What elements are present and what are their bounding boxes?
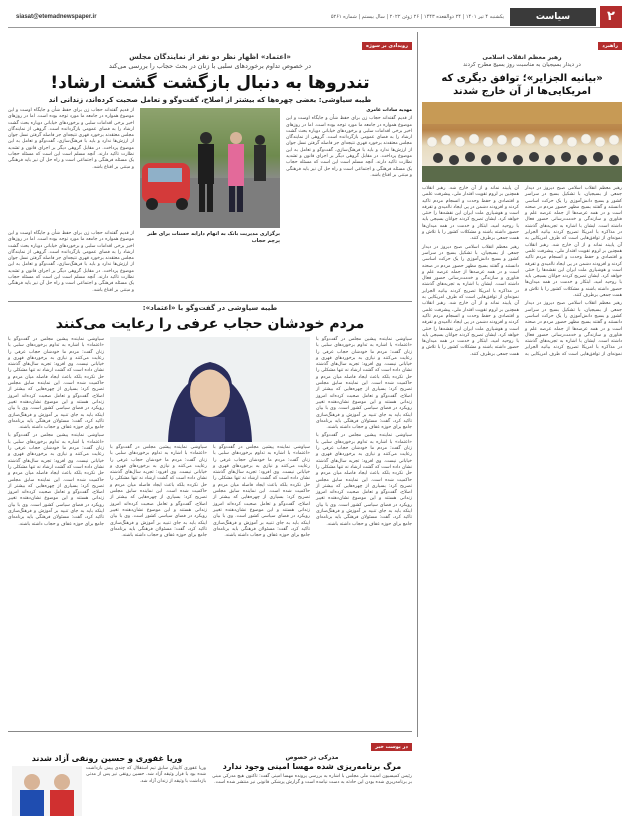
bottom-story-left (8, 754, 206, 816)
main-story-right-block (8, 108, 280, 293)
players-photo (12, 766, 82, 816)
bottom-left-body: وریا غفوری کاپیتان سابق تیم استقلال که چندی پیش بازداشت شده بود با قرار وثیقه آزاد شد. حسین رونقی نیز پس از مدتی بازداشت با وثیقه از زندان آزاد شد. (86, 766, 206, 784)
interview-paragraph-2b: سیاوشی نماینده پیشین مجلس در گفت‌وگو با «اعتماد» با اشاره به تداوم برخوردهای سلبی با زنان گفت: مردم ما خودشان حجاب عرفی را رعایت می‌کنند و نیازی به برخوردهای قهری و خیابانی نیست. وی افزود: تجربه سال‌های گذشته نشان داده است که گشت ارشاد نه تنها مشکلی را حل نکرده بلکه باعث ایجاد فاصله میان مردم و حاکمیت شده است. این نماینده سابق مجلس تصریح کرد: بسیاری از چهره‌هایی که بیشتر از اصلاح، گفت‌وگو و تعامل صحبت کرده‌اند امروز زندانی هستند و این موضوع نشان‌دهنده تغییر رویکرد در فضای سیاسی کشور است. وی با بیان اینکه باید به جای تنبیه بر آموزش و فرهنگ‌سازی تاکید کرد، گفت: مسئولان فرهنگی باید برنامه‌ای جامع برای حوزه عفاف و حجاب داشته باشند. (110, 445, 207, 539)
bottom-mid-kicker: مدرکی در خصوص (285, 754, 339, 761)
page-number: ۲ (600, 6, 622, 28)
crowd-illustration (422, 102, 622, 182)
page-header (8, 6, 622, 28)
street-scene (140, 108, 280, 228)
main-story-paragraph-c: از قدیم گفته‌اند حجاب زن برای حفظ شأن و جایگاه اوست و این موضوع همواره در جامعه ما مورد توجه بوده است. اما در روزهای اخیر برخی اقدامات سلبی و برخوردهای خیابانی دوباره بحث گشت ارشاد را به فضای عمومی بازگردانده است. گروهی از نمایندگان مجلس معتقدند برخورد قهری نتیجه‌ای جز فاصله گرفتن نسل جوان از ارزش‌ها ندارد و باید با فرهنگ‌سازی، گفت‌وگو و تعامل به این موضوع پرداخت. در مقابل گروهی دیگر بر اجرای قانون و تشدید نظارت تاکید دارند. آنچه مسلم است این است که مسئله حجاب یک مسئله فرهنگی و اجتماعی است و راه حل آن نیز باید فرهنگی و مبتنی بر اقناع باشد. (8, 231, 134, 293)
bottom-news-tag: در پوست خبر (371, 743, 412, 751)
right-story-headline: «بیانیه الجزایر»؛ توافق دیگری که امریکایی‌ها از آن خارج شدند (441, 73, 603, 97)
bottom-mid-body: رئیس کمیسیون امنیت ملی مجلس با اشاره به بررسی پرونده مهسا امینی گفت: تاکنون هیچ مدرکی مبنی بر برنامه‌ریزی شده بودن این حادثه به دست نیامده است و گزارش پزشکی قانونی نیز منتشر شده است. (212, 774, 412, 786)
main-story-text-b (8, 108, 134, 228)
divider-main-interview (8, 301, 412, 302)
interview-headline: مردم خودشان حجاب عرفی را رعایت می‌کنند (55, 316, 365, 332)
bottom-mid-headline: مرگ برنامه‌ریزی شده مهسا امینی وجود ندارد (222, 762, 402, 771)
interview-paragraph-3b: سیاوشی نماینده پیشین مجلس در گفت‌وگو با «اعتماد» با اشاره به تداوم برخوردهای سلبی با زنان گفت: مردم ما خودشان حجاب عرفی را رعایت می‌کنند و نیازی به برخوردهای قهری و خیابانی نیست. وی افزود: تجربه سال‌های گذشته نشان داده است که گشت ارشاد نه تنها مشکلی را حل نکرده بلکه باعث ایجاد فاصله میان مردم و حاکمیت شده است. این نماینده سابق مجلس تصریح کرد: بسیاری از چهره‌هایی که بیشتر از اصلاح، گفت‌وگو و تعامل صحبت کرده‌اند امروز زندانی هستند و این موضوع نشان‌دهنده تغییر رویکرد در فضای سیاسی کشور است. وی با بیان اینکه باید به جای تنبیه بر آموزش و فرهنگ‌سازی تاکید کرد، گفت: مسئولان فرهنگی باید برنامه‌ای جامع برای حوزه عفاف و حجاب داشته باشند. (8, 433, 104, 527)
section-label: سیاست (510, 8, 596, 26)
main-story (8, 32, 412, 300)
interview-paragraph-1b: سیاوشی نماینده پیشین مجلس در گفت‌وگو با «اعتماد» با اشاره به تداوم برخوردهای سلبی با زنان گفت: مردم ما خودشان حجاب عرفی را رعایت می‌کنند و نیازی به برخوردهای قهری و خیابانی نیست. وی افزود: تجربه سال‌های گذشته نشان داده است که گشت ارشاد نه تنها مشکلی را حل نکرده بلکه باعث ایجاد فاصله میان مردم و حاکمیت شده است. این نماینده سابق مجلس تصریح کرد: بسیاری از چهره‌هایی که بیشتر از اصلاح، گفت‌وگو و تعامل صحبت کرده‌اند امروز زندانی هستند و این موضوع نشان‌دهنده تغییر رویکرد در فضای سیاسی کشور است. وی با بیان اینکه باید به جای تنبیه بر آموزش و فرهنگ‌سازی تاکید کرد، گفت: مسئولان فرهنگی باید برنامه‌ای جامع برای حوزه عفاف و حجاب داشته باشند. (316, 433, 412, 527)
main-story-headline: تندروها به دنبال بازگشت گشت ارشاد! (50, 73, 370, 93)
bottom-story-mid (212, 754, 412, 816)
right-story-paragraph: رهبر معظم انقلاب اسلامی صبح دیروز در دیدار جمعی از بسیجیان، با تشکیل بسیج در سراسر کشور و بسیج دانش‌آموزی را یک حرکت اساسی دانستند و گفتند بسیج مظهر حضور مردم در صحنه است و در همه عرصه‌ها از جمله عرصه علم و فناوری و سازندگی و خدمت‌رسانی حضور فعال داشته است. ایشان با اشاره به تجربه‌های گذشته در مذاکره با امریکا تصریح کردند بیانیه الجزایر نمونه‌ای از توافق‌هایی است که طرف امریکایی به آن پایبند نماند و از آن خارج شد. رهبر انقلاب همچنین بر لزوم تقویت اقتدار ملی، پیشرفت علمی و اقتصادی و حفظ وحدت و انسجام مردم تاکید کردند و افزودند دشمن در پی ایجاد ناامیدی و تفرقه است و هوشیاری ملت ایران این نقشه‌ها را خنثی خواهد کرد. ایشان تصریح کردند جوانان بسیجی باید با روحیه امید، ابتکار و خدمت در همه میدان‌ها حضور داشته باشند و مشکلات کشور را با تلاش و همت جمعی برطرف کنند. (525, 186, 622, 299)
bottom-news (8, 733, 412, 815)
main-story-tag: رویدادی بر سوژه (362, 42, 412, 50)
interview-paragraph-3: سیاوشی نماینده پیشین مجلس در گفت‌وگو با «اعتماد» با اشاره به تداوم برخوردهای سلبی با زنان گفت: مردم ما خودشان حجاب عرفی را رعایت می‌کنند و نیازی به برخوردهای قهری و خیابانی نیست. وی افزود: تجربه سال‌های گذشته نشان داده است که گشت ارشاد نه تنها مشکلی را حل نکرده بلکه باعث ایجاد فاصله میان مردم و حاکمیت شده است. این نماینده سابق مجلس تصریح کرد: بسیاری از چهره‌هایی که بیشتر از اصلاح، گفت‌وگو و تعامل صحبت کرده‌اند امروز زندانی هستند و این موضوع نشان‌دهنده تغییر رویکرد در فضای سیاسی کشور است. وی با بیان اینکه باید به جای تنبیه بر آموزش و فرهنگ‌سازی تاکید کرد، گفت: مسئولان فرهنگی باید برنامه‌ای جامع برای حوزه عفاف و حجاب داشته باشند. (8, 337, 104, 431)
interview-col-1 (316, 337, 412, 727)
main-story-text-c (8, 231, 134, 293)
right-story-paragraph-cont2: رهبر معظم انقلاب اسلامی صبح دیروز در دیدار جمعی از بسیجیان، با تشکیل بسیج در سراسر کشور و بسیج دانش‌آموزی را یک حرکت اساسی دانستند و گفتند بسیج مظهر حضور مردم در صحنه است و در همه عرصه‌ها از جمله عرصه علم و فناوری و سازندگی و خدمت‌رسانی حضور فعال داشته است. ایشان با اشاره به تجربه‌های گذشته در مذاکره با امریکا تصریح کردند بیانیه الجزایر نمونه‌ای از توافق‌هایی است که طرف امریکایی به آن پایبند نماند و از آن خارج شد. رهبر انقلاب همچنین بر لزوم تقویت اقتدار ملی، پیشرفت علمی و اقتصادی و حفظ وحدت و انسجام مردم تاکید کردند و افزودند دشمن در پی ایجاد ناامیدی و تفرقه است و هوشیاری ملت ایران این نقشه‌ها را خنثی خواهد کرد. ایشان تصریح کردند جوانان بسیجی باید با روحیه امید، ابتکار و خدمت در همه میدان‌ها حضور داشته باشند و مشکلات کشور را با تلاش و همت جمعی برطرف کنند. (422, 244, 519, 357)
interview-paragraph-2: سیاوشی نماینده پیشین مجلس در گفت‌وگو با «اعتماد» با اشاره به تداوم برخوردهای سلبی با زنان گفت: مردم ما خودشان حجاب عرفی را رعایت می‌کنند و نیازی به برخوردهای قهری و خیابانی نیست. وی افزود: تجربه سال‌های گذشته نشان داده است که گشت ارشاد نه تنها مشکلی را حل نکرده بلکه باعث ایجاد فاصله میان مردم و حاکمیت شده است. این نماینده سابق مجلس تصریح کرد: بسیاری از چهره‌هایی که بیشتر از اصلاح، گفت‌وگو و تعامل صحبت کرده‌اند امروز زندانی هستند و این موضوع نشان‌دهنده تغییر رویکرد در فضای سیاسی کشور است. وی با بیان اینکه باید به جای تنبیه بر آموزش و فرهنگ‌سازی تاکید کرد، گفت: مسئولان فرهنگی باید برنامه‌ای جامع برای حوزه عفاف و حجاب داشته باشند. (213, 445, 310, 539)
right-story-tag: راهبرد (598, 42, 622, 50)
interview-story (8, 304, 412, 729)
main-story-kicker: «اعتماد» اظهار نظر دو نفر از نمایندگان مجلس (129, 53, 291, 61)
interview-kicker: طیبه سیاوشی در گفت‌وگو با «اعتماد»: (142, 304, 278, 312)
interview-paragraph-1: سیاوشی نماینده پیشین مجلس در گفت‌وگو با «اعتماد» با اشاره به تداوم برخوردهای سلبی با زنان گفت: مردم ما خودشان حجاب عرفی را رعایت می‌کنند و نیازی به برخوردهای قهری و خیابانی نیست. وی افزود: تجربه سال‌های گذشته نشان داده است که گشت ارشاد نه تنها مشکلی را حل نکرده بلکه باعث ایجاد فاصله میان مردم و حاکمیت شده است. این نماینده سابق مجلس تصریح کرد: بسیاری از چهره‌هایی که بیشتر از اصلاح، گفت‌وگو و تعامل صحبت کرده‌اند امروز زندانی هستند و این موضوع نشان‌دهنده تغییر رویکرد در فضای سیاسی کشور است. وی با بیان اینکه باید به جای تنبیه بر آموزش و فرهنگ‌سازی تاکید کرد، گفت: مسئولان فرهنگی باید برنامه‌ای جامع برای حوزه عفاف و حجاب داشته باشند. (316, 337, 412, 431)
right-story-paragraph-cont: رهبر معظم انقلاب اسلامی صبح دیروز در دیدار جمعی از بسیجیان، با تشکیل بسیج در سراسر کشور و بسیج دانش‌آموزی را یک حرکت اساسی دانستند و گفتند بسیج مظهر حضور مردم در صحنه است و در همه عرصه‌ها از جمله عرصه علم و فناوری و سازندگی و خدمت‌رسانی حضور فعال داشته است. ایشان با اشاره به تجربه‌های گذشته در مذاکره با امریکا تصریح کردند بیانیه الجزایر نمونه‌ای از توافق‌هایی است که طرف امریکایی به آن پایبند نماند و از آن خارج شد. رهبر انقلاب همچنین بر لزوم تقویت اقتدار ملی، پیشرفت علمی و اقتصادی و حفظ وحدت و انسجام مردم تاکید کردند و افزودند دشمن در پی ایجاد ناامیدی و تفرقه است و هوشیاری ملت ایران این نقشه‌ها را خنثی خواهد کرد. ایشان تصریح کردند جوانان بسیجی باید با روحیه امید، ابتکار و خدمت در همه میدان‌ها حضور داشته باشند و مشکلات کشور را با تلاش و همت جمعی برطرف کنند. (422, 186, 622, 357)
divider-bottom (8, 731, 412, 732)
crowd-photo (422, 102, 622, 182)
main-story-paragraph-b: از قدیم گفته‌اند حجاب زن برای حفظ شأن و جایگاه اوست و این موضوع همواره در جامعه ما مورد توجه بوده است. اما در روزهای اخیر برخی اقدامات سلبی و برخوردهای خیابانی دوباره بحث گشت ارشاد را به فضای عمومی بازگردانده است. گروهی از نمایندگان مجلس معتقدند برخورد قهری نتیجه‌ای جز فاصله گرفتن نسل جوان از ارزش‌ها ندارد و باید با فرهنگ‌سازی، گفت‌وگو و تعامل به این موضوع پرداخت. در مقابل گروهی دیگر بر اجرای قانون و تشدید نظارت تاکید دارند. آنچه مسلم است این است که مسئله حجاب یک مسئله فرهنگی و اجتماعی است و راه حل آن نیز باید فرهنگی و مبتنی بر اقناع باشد. (8, 108, 134, 170)
main-story-paragraph-a: از قدیم گفته‌اند حجاب زن برای حفظ شأن و جایگاه اوست و این موضوع همواره در جامعه ما مورد توجه بوده است. اما در روزهای اخیر برخی اقدامات سلبی و برخوردهای خیابانی دوباره بحث گشت ارشاد را به فضای عمومی بازگردانده است. گروهی از نمایندگان مجلس معتقدند برخورد قهری نتیجه‌ای جز فاصله گرفتن نسل جوان از ارزش‌ها ندارد و باید با فرهنگ‌سازی، گفت‌وگو و تعامل به این موضوع پرداخت. در مقابل گروهی دیگر بر اجرای قانون و تشدید نظارت تاکید دارند. آنچه مسلم است این است که مسئله حجاب یک مسئله فرهنگی و اجتماعی است و راه حل آن نیز باید فرهنگی و مبتنی بر اقناع باشد. (286, 116, 412, 178)
issue-date: یکشنبه ۴ تیر ۱۴۰۱ | ۲۴ ذوالقعده ۱۴۴۳ | ۲۶ ژوئن ۲۰۲۲ | سال بیستم | شماره ۵۲۶۱ (330, 13, 504, 20)
column-divider-right (417, 32, 418, 737)
main-story-byline: مهدیه سادات عامری (366, 108, 412, 113)
street-photo (140, 108, 280, 228)
main-story-text-a (286, 108, 412, 283)
players-illustration (12, 766, 82, 816)
interview-col-2 (110, 445, 310, 725)
photo-caption: برگزاری مدیریت بانک به اتهام دارابه حسنات برای طنر پرچم حجاب (147, 231, 280, 244)
right-story-kicker: رهبر معظم انقلاب اسلامی (482, 54, 562, 61)
right-story-body (422, 186, 622, 786)
site-email[interactable]: siasat@etemadnewspaper.ir (16, 13, 97, 20)
bottom-left-headline: وریا غفوری و حسین رونقی آزاد شدند (31, 754, 183, 763)
interview-col-3 (8, 337, 104, 727)
main-story-subhead: طیبه سیاوشی: بعضی چهره‌ها که بیشتر از اصلاح، گفت‌وگو و تعامل صحبت کرده‌اند، زندانی اند (48, 96, 372, 104)
interview-center (110, 337, 310, 727)
portrait-illustration (110, 337, 310, 442)
portrait-photo (110, 337, 310, 442)
main-story-kicker2: در خصوص تداوم برخوردهای سلبی با زنان در بحث حجاب را بررسی می‌کند (108, 62, 312, 70)
right-story (422, 32, 622, 752)
right-story-kicker2: در دیدار بسیجیان به مناسبت روز بسیج مطرح کردند (463, 62, 581, 68)
